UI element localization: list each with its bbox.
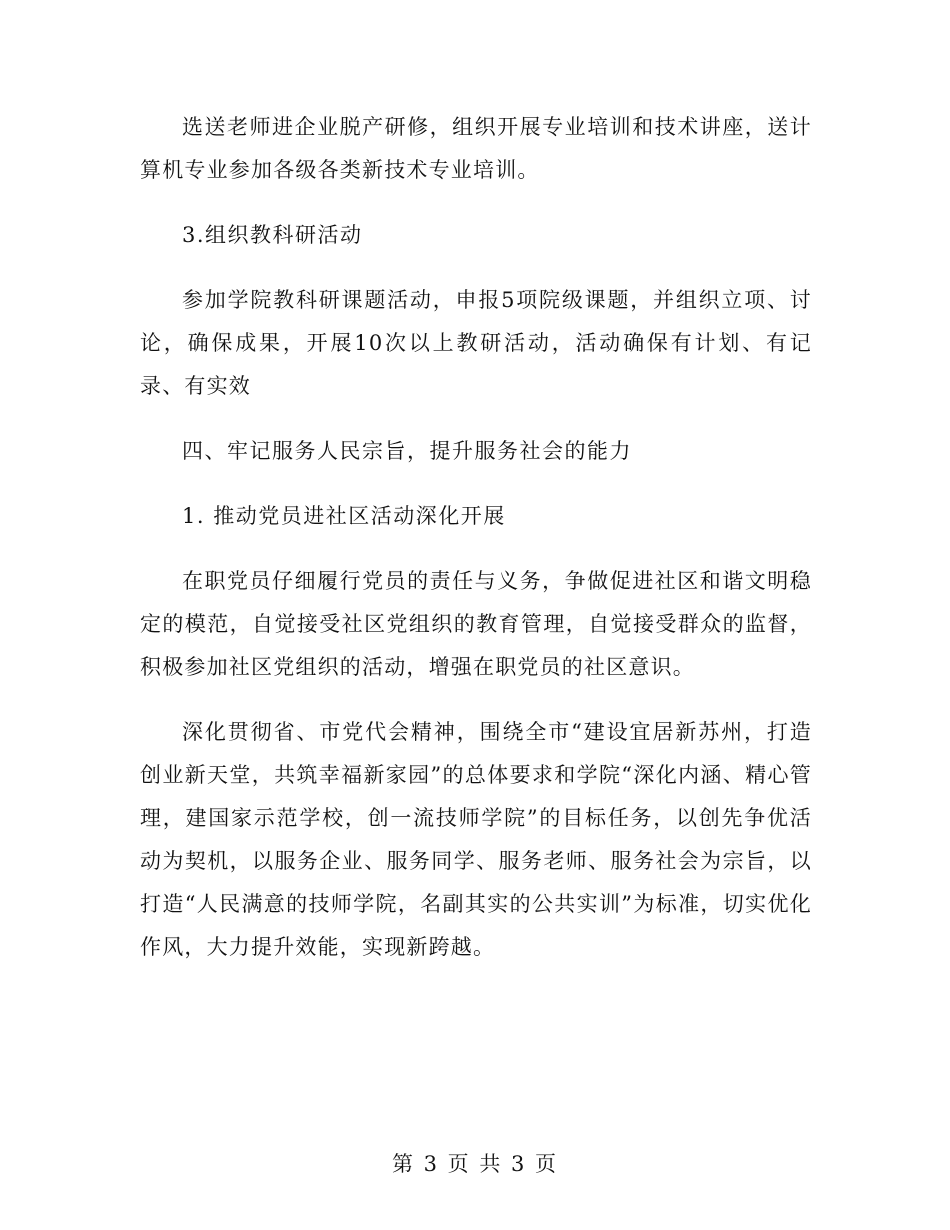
paragraph-gap <box>140 473 812 495</box>
paragraph-training: 选送老师进企业脱产研修，组织开展专业培训和技术讲座，送计算机专业参加各级各类新技术专业培训。 <box>140 115 812 182</box>
paragraph-gap <box>140 689 812 711</box>
document-body <box>140 106 812 969</box>
heading-research-activities: 3.组织教科研活动 <box>182 223 363 247</box>
paragraph-research: 参加学院教科研课题活动，申报5项院级课题，并组织立项、讨论，确保成果，开展10次以上教研活动，活动确保有计划、有记录、有实效 <box>140 288 812 398</box>
paragraph-gap <box>140 192 812 214</box>
page-number-footer: 第 3 页 共 3 页 <box>391 1152 559 1176</box>
paragraph-party-members: 在职党员仔细履行党员的责任与义务，争做促进社区和谐文明稳定的模范，自觉接受社区党组织的教育管理，自觉接受群众的监督，积极参加社区党组织的活动，增强在职党员的社区意识。 <box>140 569 812 679</box>
paragraph-gap <box>140 257 812 279</box>
heading-community-activity: 1. 推动党员进社区活动深化开展 <box>182 504 506 528</box>
paragraph-gap <box>140 408 812 430</box>
paragraph-goals: 深化贯彻省、市党代会精神，围绕全市“建设宜居新苏州，打造创业新天堂，共筑幸福新家园”的总体要求和学院“深化内涵、精心管理，建国家示范学校，创一流技师学院”的目标任务，以创先争优活动为契机，以服务企业、服务同学、服务老师、服务社会为宗旨，以打造“人民满意的技师学院，名副其实的公共实训”为标准，切实优化作风，大力提升效能，实现新跨越。 <box>140 720 812 959</box>
heading-section-four: 四、牢记服务人民宗旨，提升服务社会的能力 <box>182 439 632 463</box>
paragraph-gap <box>140 538 812 560</box>
